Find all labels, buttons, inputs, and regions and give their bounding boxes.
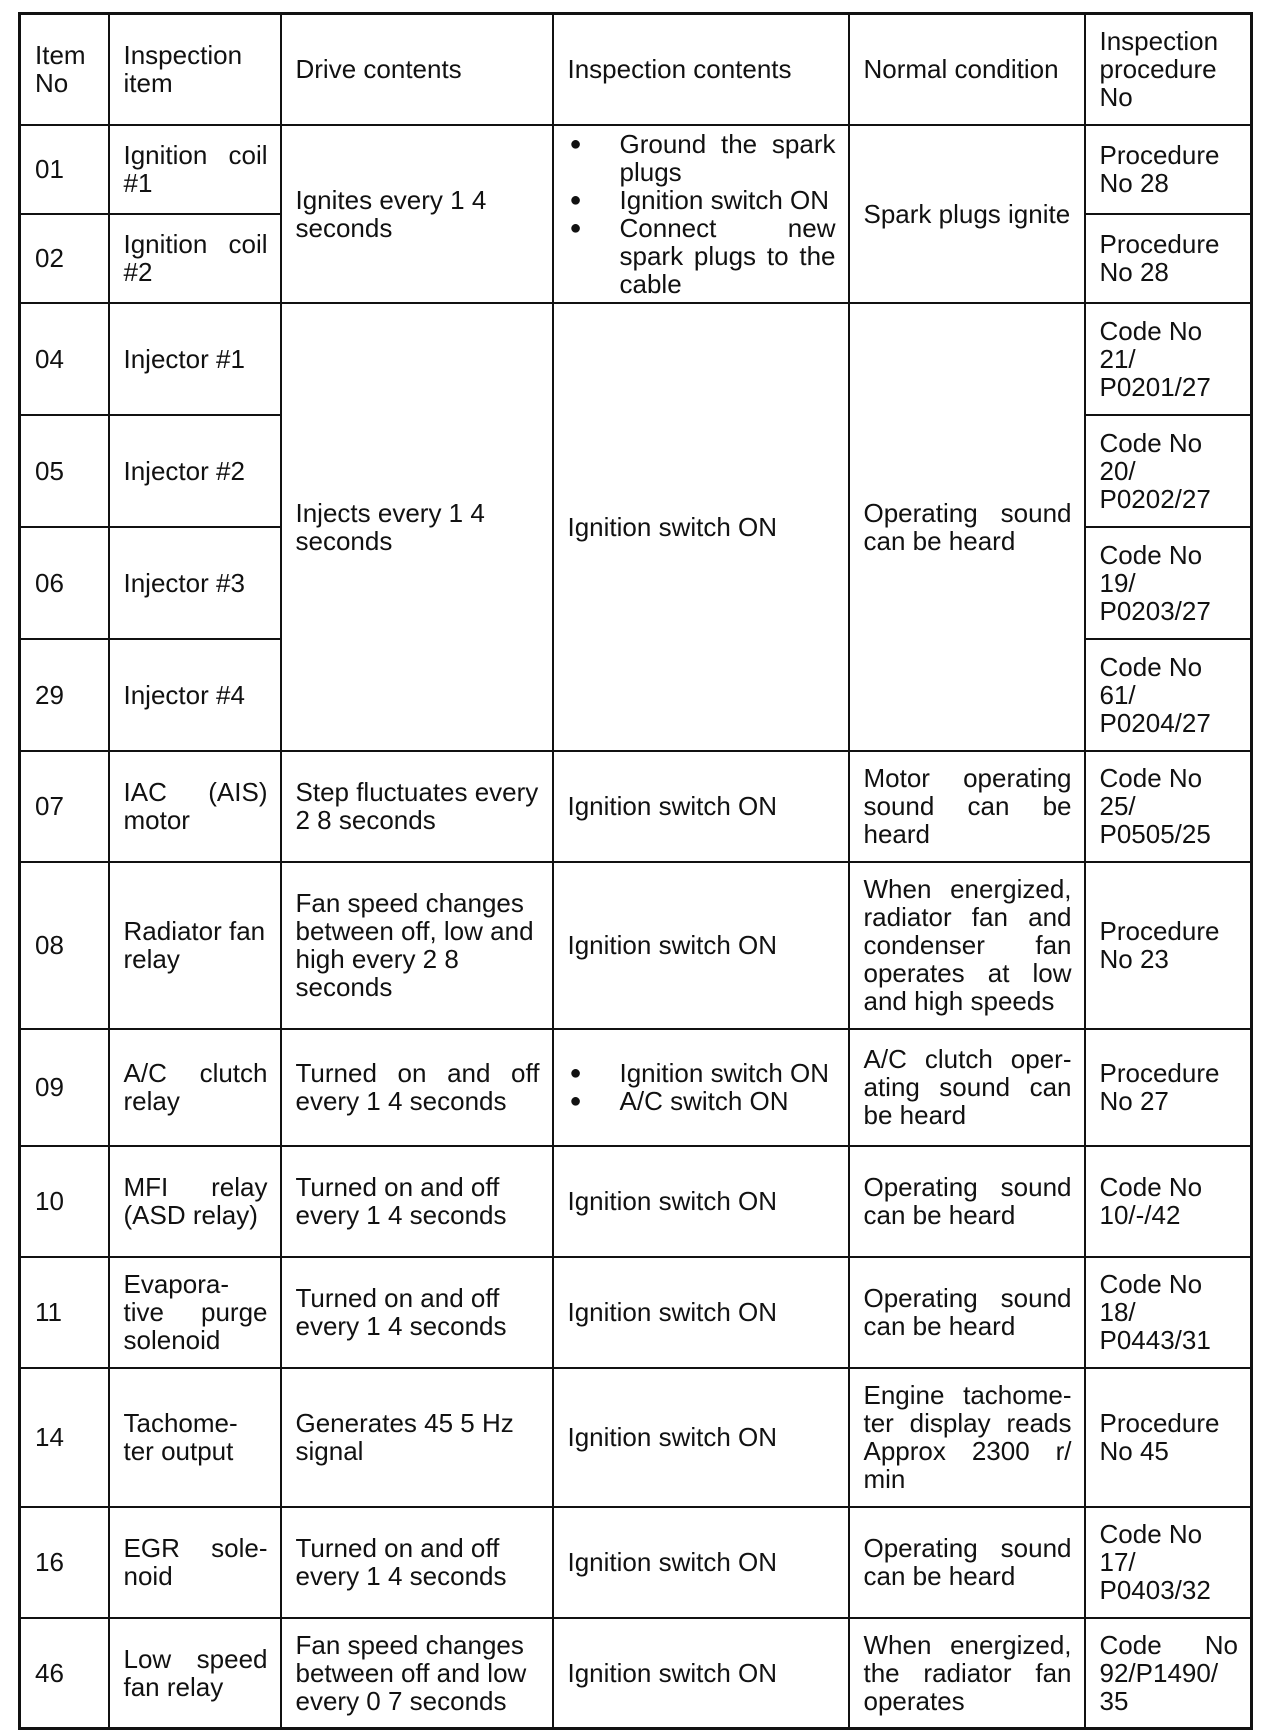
header-drive-contents: Drive contents xyxy=(281,14,553,125)
table-row xyxy=(20,1146,1252,1257)
inspection-contents: Ignition switch ON xyxy=(553,1507,849,1618)
inspection-contents: Ignition switch ON xyxy=(553,1618,849,1729)
inspection-item: Injector #3 xyxy=(109,527,281,639)
item-no: 29 xyxy=(20,639,109,751)
list-item: ● Connect new spark plugs to the cable xyxy=(568,214,836,298)
drive-contents: Fan speed changes between off and low every 0 7 seconds xyxy=(281,1618,553,1729)
item-no: 02 xyxy=(20,214,109,303)
table-row xyxy=(20,1507,1252,1618)
header-inspection-item: Inspection item xyxy=(109,14,281,125)
list-item: ● Ignition switch ON xyxy=(568,1059,836,1087)
drive-contents: Turned on and off every 1 4 seconds xyxy=(281,1146,553,1257)
procedure-no: Procedure No 23 xyxy=(1085,862,1252,1029)
procedure-no: Procedure No 27 xyxy=(1085,1029,1252,1146)
table-row xyxy=(20,751,1252,862)
inspection-contents xyxy=(553,1029,849,1146)
item-no: 46 xyxy=(20,1618,109,1729)
table-row xyxy=(20,862,1252,1029)
table-row xyxy=(20,1029,1252,1146)
procedure-no: Code No 20/ P0202/27 xyxy=(1085,415,1252,527)
table-row xyxy=(20,1618,1252,1729)
item-no: 16 xyxy=(20,1507,109,1618)
table-row xyxy=(20,1257,1252,1368)
normal-condition: Operating sound can be heard xyxy=(849,1146,1085,1257)
actuator-test-table xyxy=(18,12,1253,1730)
header-normal-condition: Normal condition xyxy=(849,14,1085,125)
item-no: 09 xyxy=(20,1029,109,1146)
table-row xyxy=(20,1368,1252,1507)
inspection-item: Ignition coil #2 xyxy=(109,214,281,303)
inspection-contents: Ignition switch ON xyxy=(553,862,849,1029)
item-no: 14 xyxy=(20,1368,109,1507)
list-item: ● Ignition switch ON xyxy=(568,186,836,214)
drive-contents: Turned on and off every 1 4 seconds xyxy=(281,1257,553,1368)
item-no: 11 xyxy=(20,1257,109,1368)
procedure-no: Code No 61/ P0204/27 xyxy=(1085,639,1252,751)
normal-condition: Spark plugs ignite xyxy=(849,125,1085,303)
normal-condition: A/C clutch oper- ating sound can be heard xyxy=(849,1029,1085,1146)
inspection-item: Injector #1 xyxy=(109,303,281,415)
procedure-no: Code No 19/ P0203/27 xyxy=(1085,527,1252,639)
procedure-no: Procedure No 28 xyxy=(1085,125,1252,214)
drive-contents: Generates 45 5 Hz signal xyxy=(281,1368,553,1507)
inspection-item: Evapora- tive purge solenoid xyxy=(109,1257,281,1368)
inspection-item: Injector #2 xyxy=(109,415,281,527)
inspection-contents: Ignition switch ON xyxy=(553,1368,849,1507)
item-no: 01 xyxy=(20,125,109,214)
inspection-item: A/C clutch relay xyxy=(109,1029,281,1146)
inspection-item: Injector #4 xyxy=(109,639,281,751)
inspection-item: EGR sole- noid xyxy=(109,1507,281,1618)
procedure-no: Procedure No 28 xyxy=(1085,214,1252,303)
inspection-contents: Ignition switch ON xyxy=(553,751,849,862)
drive-contents: Turned on and off every 1 4 seconds xyxy=(281,1029,553,1146)
procedure-no: Code No 92/P1490/ 35 xyxy=(1085,1618,1252,1729)
item-no: 10 xyxy=(20,1146,109,1257)
procedure-no: Code No 18/ P0443/31 xyxy=(1085,1257,1252,1368)
inspection-contents xyxy=(553,125,849,303)
item-no: 05 xyxy=(20,415,109,527)
item-no: 07 xyxy=(20,751,109,862)
inspection-item: Low speed fan relay xyxy=(109,1618,281,1729)
inspection-item: Radiator fan relay xyxy=(109,862,281,1029)
table-row xyxy=(20,303,1252,415)
header-item-no: Item No xyxy=(20,14,109,125)
normal-condition: Operating sound can be heard xyxy=(849,1507,1085,1618)
drive-contents: Injects every 1 4 seconds xyxy=(281,303,553,751)
item-no: 06 xyxy=(20,527,109,639)
item-no: 04 xyxy=(20,303,109,415)
normal-condition: When energized, radiator fan and condenser fan operates at low and high speeds xyxy=(849,862,1085,1029)
inspection-item: MFI relay (ASD relay) xyxy=(109,1146,281,1257)
procedure-no: Procedure No 45 xyxy=(1085,1368,1252,1507)
list-item: ● Ground the spark plugs xyxy=(568,130,836,186)
normal-condition: Engine tachome- ter display reads Approx 2300 r/ min xyxy=(849,1368,1085,1507)
inspection-contents: Ignition switch ON xyxy=(553,303,849,751)
procedure-no: Code No 21/ P0201/27 xyxy=(1085,303,1252,415)
inspection-contents: Ignition switch ON xyxy=(553,1257,849,1368)
drive-contents: Fan speed changes between off, low and high every 2 8 seconds xyxy=(281,862,553,1029)
list-item: ● A/C switch ON xyxy=(568,1087,836,1115)
inspection-item: Tachome- ter output xyxy=(109,1368,281,1507)
drive-contents: Step fluctuates every 2 8 seconds xyxy=(281,751,553,862)
normal-condition: Operating sound can be heard xyxy=(849,303,1085,751)
inspection-item: Ignition coil #1 xyxy=(109,125,281,214)
procedure-no: Code No 10/-/42 xyxy=(1085,1146,1252,1257)
drive-contents: Turned on and off every 1 4 seconds xyxy=(281,1507,553,1618)
item-no: 08 xyxy=(20,862,109,1029)
normal-condition: Operating sound can be heard xyxy=(849,1257,1085,1368)
inspection-contents: Ignition switch ON xyxy=(553,1146,849,1257)
inspection-item: IAC (AIS) motor xyxy=(109,751,281,862)
procedure-no: Code No 17/ P0403/32 xyxy=(1085,1507,1252,1618)
header-row xyxy=(20,14,1252,125)
normal-condition: When energized, the radiator fan operates xyxy=(849,1618,1085,1729)
drive-contents: Ignites every 1 4 seconds xyxy=(281,125,553,303)
header-inspection-contents: Inspection contents xyxy=(553,14,849,125)
normal-condition: Motor operating sound can be heard xyxy=(849,751,1085,862)
table-row xyxy=(20,125,1252,214)
procedure-no: Code No 25/ P0505/25 xyxy=(1085,751,1252,862)
header-procedure-no: Inspection procedure No xyxy=(1085,14,1252,125)
